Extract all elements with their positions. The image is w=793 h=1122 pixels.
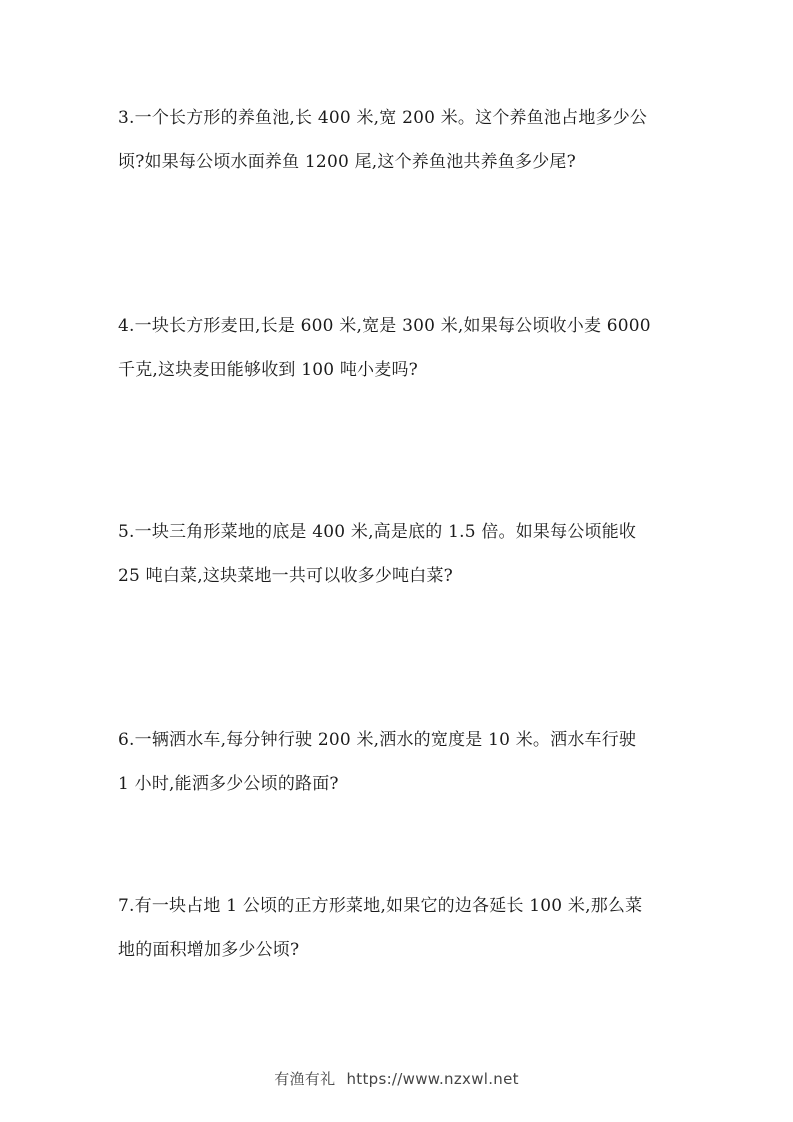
question-5-line-1: 5.一块三角形菜地的底是 400 米,高是底的 1.5 倍。如果每公顷能收 bbox=[118, 522, 637, 542]
question-4 bbox=[118, 304, 683, 392]
question-6-line-1: 6.一辆洒水车,每分钟行驶 200 米,洒水的宽度是 10 米。洒水车行驶 bbox=[118, 730, 637, 750]
footer-url-link[interactable]: https://www.nzxwl.net bbox=[346, 1070, 519, 1088]
question-3-line-1: 3.一个长方形的养鱼池,长 400 米,宽 200 米。这个养鱼池占地多少公 bbox=[118, 108, 648, 128]
footer-site-name: 有渔有礼 bbox=[274, 1070, 336, 1088]
question-6-line-2: 1 小时,能洒多少公顷的路面? bbox=[118, 774, 339, 794]
question-7-line-2: 地的面积增加多少公顷? bbox=[118, 940, 300, 960]
question-4-line-1: 4.一块长方形麦田,长是 600 米,宽是 300 米,如果每公顷收小麦 6000 bbox=[118, 316, 651, 336]
question-4-line-2: 千克,这块麦田能够收到 100 吨小麦吗? bbox=[118, 360, 418, 380]
question-7 bbox=[118, 884, 683, 972]
question-5 bbox=[118, 510, 683, 598]
question-3 bbox=[118, 96, 683, 184]
question-5-line-2: 25 吨白菜,这块菜地一共可以收多少吨白菜? bbox=[118, 566, 453, 586]
page-footer bbox=[0, 1068, 793, 1089]
question-6 bbox=[118, 718, 683, 806]
question-3-line-2: 顷?如果每公顷水面养鱼 1200 尾,这个养鱼池共养鱼多少尾? bbox=[118, 152, 576, 172]
question-7-line-1: 7.有一块占地 1 公顷的正方形菜地,如果它的边各延长 100 米,那么菜 bbox=[118, 896, 643, 916]
